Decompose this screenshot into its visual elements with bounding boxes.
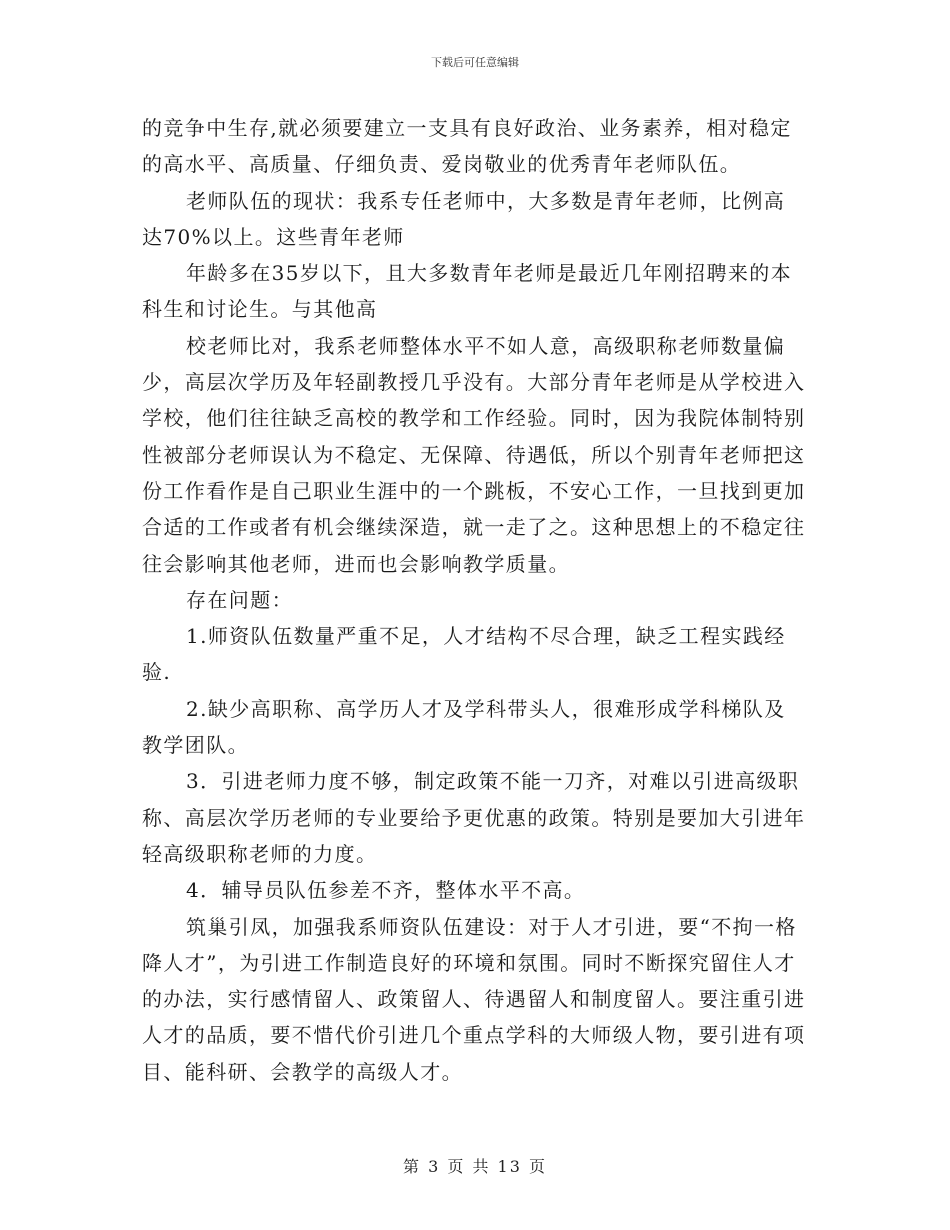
paragraph-7: 2.缺少高职称、高学历人才及学科带头人，很难形成学科梯队及教学团队。 [142, 696, 786, 758]
document-body [142, 110, 806, 1090]
paragraph-5: 存在问题： [186, 587, 293, 612]
page-header: 下载后可任意编辑 [431, 56, 519, 69]
paragraph-8: 3．引进老师力度不够，制定政策不能一刀齐，对难以引进高级职称、高层次学历老师的专业要给予更优惠的政策。特别是要加大引进年轻高级职称老师的力度。 [142, 769, 806, 866]
paragraph-2: 老师队伍的现状：我系专任老师中，大多数是青年老师，比例高达70%以上。这些青年老师 [142, 188, 786, 249]
paragraph-4: 校老师比对，我系老师整体水平不如人意，高级职称老师数量偏少，高层次学历及年轻副教授几乎没有。大部分青年老师是从学校进入学校，他们往往缺乏高校的教学和工作经验。同时，因为我院体制特别性被部分老师误认为不稳定、无保障、待遇低，所以个别青年老师把这份工作看作是自己职业生涯中的一个跳板，不安心工作，一旦找到更加合适的工作或者有机会继续深造，就一走了之。这种思想上的不稳定往往会影响其他老师，进而也会影响教学质量。 [142, 333, 806, 576]
paragraph-9: 4．辅导员队伍参差不齐，整体水平不高。 [186, 878, 586, 903]
paragraph-1: 的竞争中生存,就必须要建立一支具有良好政治、业务素养，相对稳定的高水平、高质量、仔细负责、爱岗敬业的优秀青年老师队伍。 [142, 116, 792, 177]
page-footer: 第 3 页 共 13 页 [403, 1157, 547, 1176]
paragraph-3: 年龄多在35岁以下，且大多数青年老师是最近几年刚招聘来的本科生和讨论生。与其他高 [142, 261, 793, 322]
paragraph-10: 筑巢引凤，加强我系师资队伍建设：对于人才引进，要“不拘一格降人才”，为引进工作制造良好的环境和氛围。同时不断探究留住人才的办法，实行感情留人、政策留人、待遇留人和制度留人。要注重引进人才的品质，要不惜代价引进几个重点学科的大师级人物，要引进有项目、能科研、会教学的高级人才。 [142, 914, 806, 1084]
paragraph-6: 1.师资队伍数量严重不足，人才结构不尽合理，缺乏工程实践经验. [142, 624, 786, 685]
